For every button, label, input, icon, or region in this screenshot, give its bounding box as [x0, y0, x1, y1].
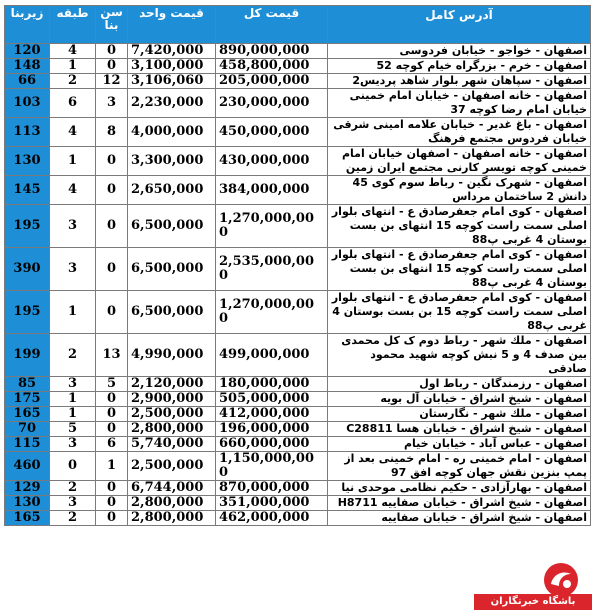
floor-cell: 3 — [50, 496, 96, 511]
floor-cell: 6 — [50, 89, 96, 118]
total-price-cell: 505,000,000 — [216, 392, 328, 407]
total-price-cell: 870,000,000 — [216, 481, 328, 496]
table-row — [5, 392, 591, 407]
header-total-price: قیمت کل — [216, 6, 328, 44]
header-floor: طبقه — [50, 6, 96, 44]
table-row — [5, 422, 591, 437]
listings-table — [4, 5, 591, 526]
table-row — [5, 248, 591, 291]
brand-label: باشگاه خبرنگاران — [474, 594, 592, 610]
table-row — [5, 118, 591, 147]
floor-cell: 1 — [50, 147, 96, 176]
address-cell: اصفهان - ملك شهر - رباط دوم ک کل محمدی بین صدف 4 و 5 نبش کوچه شهید محمود صادقی — [328, 334, 591, 377]
area-cell: 113 — [5, 118, 50, 147]
floor-cell: 3 — [50, 205, 96, 248]
unit-price-cell: 3,100,000 — [128, 59, 216, 74]
total-price-cell: 430,000,000 — [216, 147, 328, 176]
floor-cell: 1 — [50, 59, 96, 74]
area-cell: 165 — [5, 511, 50, 526]
age-cell: 12 — [96, 74, 128, 89]
age-cell: 0 — [96, 176, 128, 205]
total-price-cell: 2,535,000,00 0 — [216, 248, 328, 291]
address-cell: اصفهان - رزمندگان - رباط اول — [328, 377, 591, 392]
table-row — [5, 407, 591, 422]
total-price-cell: 450,000,000 — [216, 118, 328, 147]
area-cell: 129 — [5, 481, 50, 496]
floor-cell: 3 — [50, 437, 96, 452]
age-cell: 0 — [96, 59, 128, 74]
unit-price-cell: 2,120,000 — [128, 377, 216, 392]
floor-cell: 4 — [50, 118, 96, 147]
floor-cell: 2 — [50, 511, 96, 526]
total-price-cell: 180,000,000 — [216, 377, 328, 392]
address-cell: اصفهان - شهرک نگین - رباط سوم کوی 45 دانش 2 ساختمان مرداس — [328, 176, 591, 205]
area-cell: 390 — [5, 248, 50, 291]
age-cell: 5 — [96, 377, 128, 392]
total-price-cell: 205,000,000 — [216, 74, 328, 89]
table-row — [5, 205, 591, 248]
floor-cell: 0 — [50, 452, 96, 481]
total-price-cell: 660,000,000 — [216, 437, 328, 452]
floor-cell: 1 — [50, 291, 96, 334]
age-cell: 1 — [96, 452, 128, 481]
address-cell: اصفهان - شیخ اشراق - خیابان صفاییه — [328, 511, 591, 526]
unit-price-cell: 7,420,000 — [128, 44, 216, 59]
total-price-cell: 462,000,000 — [216, 511, 328, 526]
total-price-cell: 890,000,000 — [216, 44, 328, 59]
area-cell: 175 — [5, 392, 50, 407]
address-cell: اصفهان - خواجو - خیابان فردوسی — [328, 44, 591, 59]
floor-cell: 2 — [50, 74, 96, 89]
total-price-cell: 499,000,000 — [216, 334, 328, 377]
area-cell: 460 — [5, 452, 50, 481]
table-row — [5, 437, 591, 452]
table-row — [5, 452, 591, 481]
age-cell: 6 — [96, 437, 128, 452]
address-cell: اصفهان - شیخ اشراق - خیابان هسا C28811 — [328, 422, 591, 437]
age-cell: 0 — [96, 407, 128, 422]
age-cell: 0 — [96, 496, 128, 511]
total-price-cell: 458,800,000 — [216, 59, 328, 74]
unit-price-cell: 2,500,000 — [128, 452, 216, 481]
header-area: زیربنا — [5, 6, 50, 44]
total-price-cell: 1,270,000,00 0 — [216, 205, 328, 248]
unit-price-cell: 3,300,000 — [128, 147, 216, 176]
unit-price-cell: 5,740,000 — [128, 437, 216, 452]
table-row — [5, 74, 591, 89]
table-row — [5, 147, 591, 176]
floor-cell: 3 — [50, 248, 96, 291]
age-cell: 0 — [96, 422, 128, 437]
unit-price-cell: 2,800,000 — [128, 511, 216, 526]
unit-price-cell: 2,500,000 — [128, 407, 216, 422]
header-age: سن بنا — [96, 6, 128, 44]
area-cell: 199 — [5, 334, 50, 377]
table-row — [5, 377, 591, 392]
floor-cell: 1 — [50, 392, 96, 407]
address-cell: اصفهان - امام خمینی ره - امام خمینی بعد از پمپ بنزین نقش جهان کوچه افق 97 — [328, 452, 591, 481]
address-cell: اصفهان - عباس آباد - خیابان خیام — [328, 437, 591, 452]
table-row — [5, 89, 591, 118]
age-cell: 0 — [96, 291, 128, 334]
age-cell: 8 — [96, 118, 128, 147]
header-unit-price: قیمت واحد — [128, 6, 216, 44]
area-cell: 85 — [5, 377, 50, 392]
address-cell: اصفهان - کوی امام جعفرصادق ع - انتهای بلوار اصلی سمت راست کوچه 15 بن بست بوستان 4 غربی پ88 — [328, 291, 591, 334]
total-price-cell: 196,000,000 — [216, 422, 328, 437]
address-cell: اصفهان - خانه اصفهان - اصفهان خیابان امام خمینی کوچه تویسر کارنی مجتمع ایران زمین — [328, 147, 591, 176]
floor-cell: 1 — [50, 407, 96, 422]
table-row — [5, 511, 591, 526]
address-cell: اصفهان - باغ غدیر - خیابان علامه امینی شرقی خیابان فردوس مجتمع فرهنگ — [328, 118, 591, 147]
area-cell: 195 — [5, 205, 50, 248]
address-cell: اصفهان - کوی امام جعفرصادق ع - انتهای بلوار اصلی سمت راست کوچه 15 انتهای بن بست بوستان 4 غربی پ88 — [328, 205, 591, 248]
floor-cell: 3 — [50, 377, 96, 392]
total-price-cell: 351,000,000 — [216, 496, 328, 511]
age-cell: 0 — [96, 248, 128, 291]
address-cell: اصفهان - سپاهان شهر بلوار شاهد پردیس2 — [328, 74, 591, 89]
floor-cell: 2 — [50, 334, 96, 377]
floor-cell: 2 — [50, 481, 96, 496]
unit-price-cell: 3,106,060 — [128, 74, 216, 89]
area-cell: 130 — [5, 496, 50, 511]
unit-price-cell: 2,800,000 — [128, 496, 216, 511]
unit-price-cell: 2,900,000 — [128, 392, 216, 407]
floor-cell: 4 — [50, 44, 96, 59]
unit-price-cell: 6,500,000 — [128, 205, 216, 248]
unit-price-cell: 2,230,000 — [128, 89, 216, 118]
header-address: آدرس کامل — [328, 6, 591, 44]
table-row — [5, 59, 591, 74]
table-row — [5, 176, 591, 205]
area-cell: 66 — [5, 74, 50, 89]
address-cell: اصفهان - خرم - بزرگراه خیام کوچه 52 — [328, 59, 591, 74]
age-cell: 3 — [96, 89, 128, 118]
age-cell: 0 — [96, 147, 128, 176]
total-price-cell: 230,000,000 — [216, 89, 328, 118]
age-cell: 13 — [96, 334, 128, 377]
header-row — [5, 6, 591, 44]
table-row — [5, 481, 591, 496]
area-cell: 195 — [5, 291, 50, 334]
unit-price-cell: 2,650,000 — [128, 176, 216, 205]
total-price-cell: 412,000,000 — [216, 407, 328, 422]
table-row — [5, 496, 591, 511]
area-cell: 120 — [5, 44, 50, 59]
area-cell: 145 — [5, 176, 50, 205]
address-cell: اصفهان - شیخ اشراق - خیابان آل بویه — [328, 392, 591, 407]
area-cell: 130 — [5, 147, 50, 176]
total-price-cell: 1,150,000,00 0 — [216, 452, 328, 481]
age-cell: 0 — [96, 44, 128, 59]
address-cell: اصفهان - کوی امام جعفرصادق ع - انتهای بلوار اصلی سمت راست کوچه 15 انتهای بن بست بوستان 4 غربی پ88 — [328, 248, 591, 291]
age-cell: 0 — [96, 205, 128, 248]
address-cell: اصفهان - شیخ اشراق - خیابان صفاییه H8711 — [328, 496, 591, 511]
age-cell: 0 — [96, 511, 128, 526]
total-price-cell: 1,270,000,00 0 — [216, 291, 328, 334]
floor-cell: 5 — [50, 422, 96, 437]
address-cell: اصفهان - بهارآزادی - حکیم نظامی موحدی نیا — [328, 481, 591, 496]
total-price-cell: 384,000,000 — [216, 176, 328, 205]
unit-price-cell: 6,500,000 — [128, 248, 216, 291]
floor-cell: 4 — [50, 176, 96, 205]
age-cell: 0 — [96, 392, 128, 407]
age-cell: 0 — [96, 481, 128, 496]
table-body — [5, 44, 591, 526]
unit-price-cell: 6,500,000 — [128, 291, 216, 334]
address-cell: اصفهان - خانه اصفهان - خیابان امام خمینی خیابان امام رضا کوچه 37 — [328, 89, 591, 118]
table-row — [5, 334, 591, 377]
area-cell: 148 — [5, 59, 50, 74]
area-cell: 70 — [5, 422, 50, 437]
unit-price-cell: 4,000,000 — [128, 118, 216, 147]
table-row — [5, 291, 591, 334]
unit-price-cell: 2,800,000 — [128, 422, 216, 437]
unit-price-cell: 6,744,000 — [128, 481, 216, 496]
address-cell: اصفهان - ملك شهر - نگارستان — [328, 407, 591, 422]
area-cell: 103 — [5, 89, 50, 118]
area-cell: 165 — [5, 407, 50, 422]
table-row — [5, 44, 591, 59]
area-cell: 115 — [5, 437, 50, 452]
news-agency-logo-icon — [541, 560, 581, 598]
unit-price-cell: 4,990,000 — [128, 334, 216, 377]
